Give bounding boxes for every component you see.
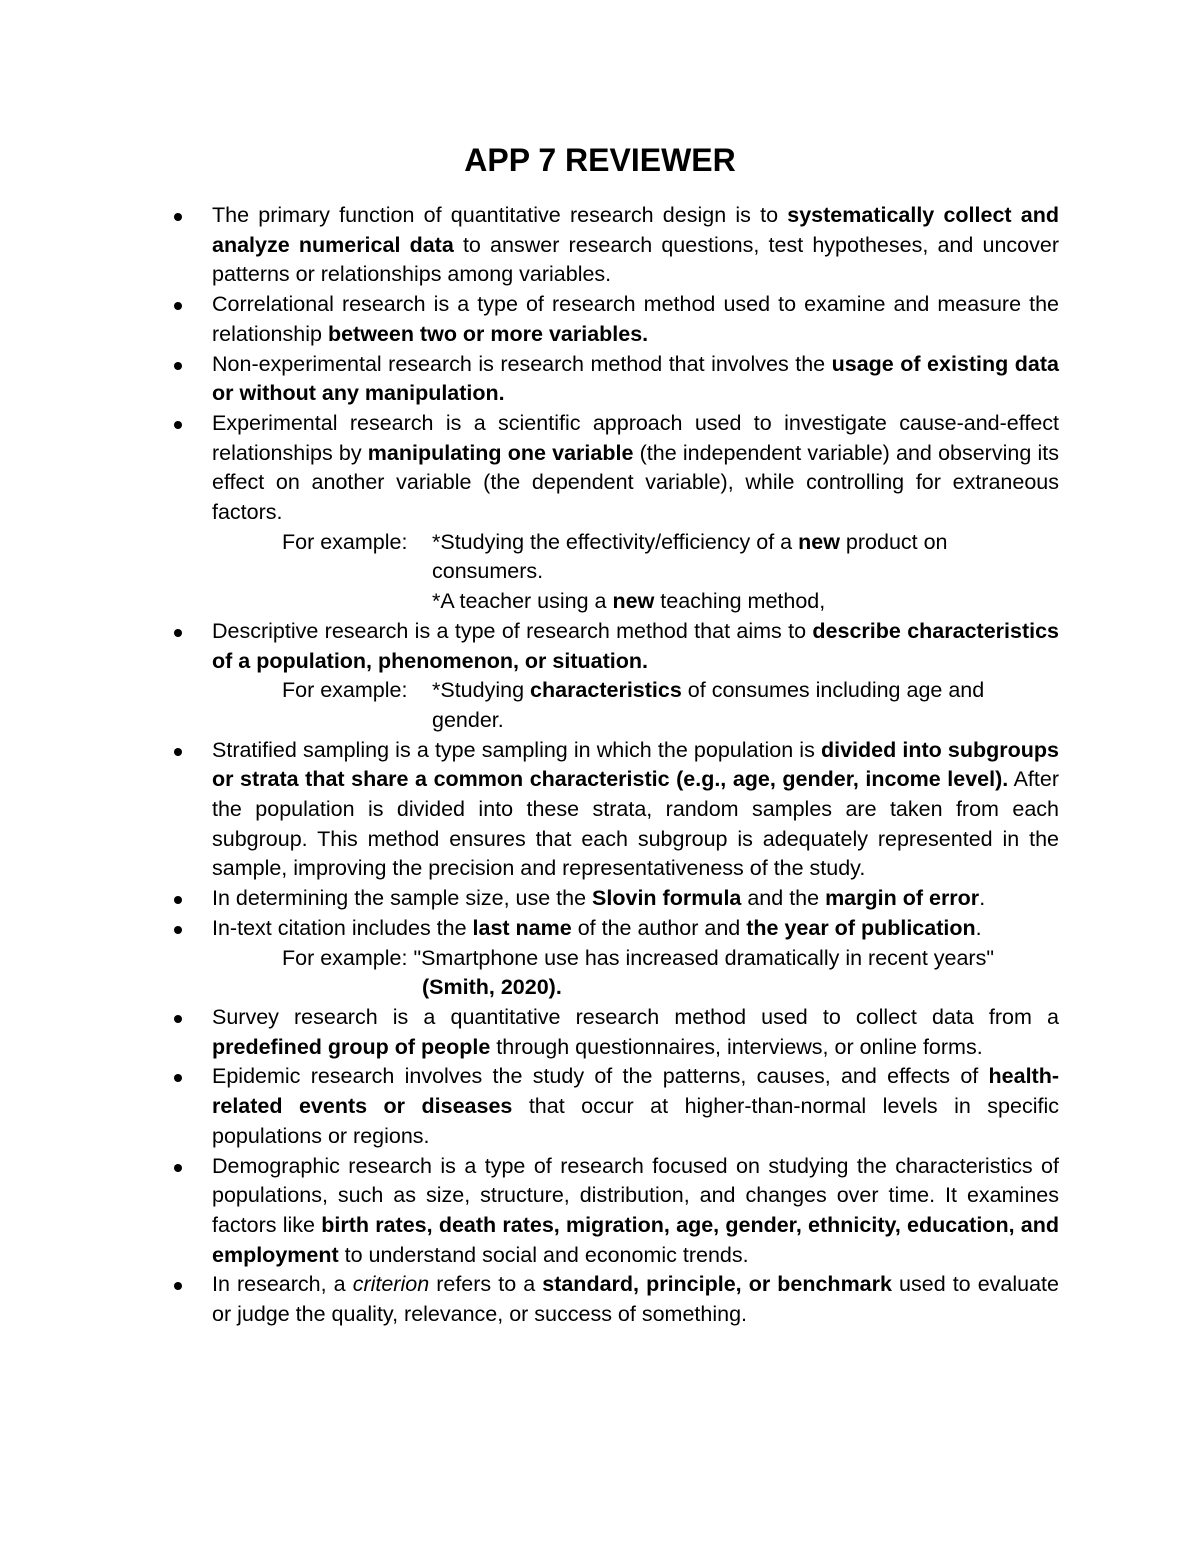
text-run: teaching method, <box>654 589 826 614</box>
item-text <box>212 292 1059 346</box>
text-run: to answer research questions, test hypotheses, and uncover patterns or relationships among variables. <box>212 232 1059 287</box>
bold-text: usage of existing data or without any manipulation. <box>212 351 1059 406</box>
item-text <box>212 411 1059 524</box>
bullet-icon <box>174 1282 182 1290</box>
bold-text: characteristics <box>530 678 682 703</box>
text-run: *Studying the effectivity/efficiency of a <box>432 529 799 554</box>
example-body <box>432 676 1052 735</box>
bold-text: new <box>798 529 840 554</box>
list-item <box>212 1003 1059 1062</box>
bullet-icon <box>174 926 182 934</box>
item-text <box>212 619 1059 673</box>
text-run: Experimental research is a scientific approach used to investigate cause-and-effect relationships by <box>212 410 1059 465</box>
item-text <box>212 203 1059 286</box>
example-body <box>432 528 1052 617</box>
list-item <box>212 617 1059 736</box>
bullet-icon <box>174 362 182 370</box>
italic-text: criterion <box>352 1272 430 1297</box>
bullet-icon <box>174 1015 182 1023</box>
item-text <box>212 1064 1059 1147</box>
text-run: through questionnaires, interviews, or online forms. <box>490 1034 983 1059</box>
list-item <box>212 1152 1059 1271</box>
bold-text: standard, principle, or benchmark <box>542 1272 892 1297</box>
item-text <box>212 738 1059 881</box>
list-item <box>212 201 1059 290</box>
text-run: In-text citation includes the <box>212 915 473 940</box>
bold-text: birth rates, death rates, migration, age, gender, ethnicity, education, and employment <box>212 1212 1059 1267</box>
example-label: For example: <box>282 945 408 970</box>
page-title: APP 7 REVIEWER <box>464 142 736 178</box>
text-run: In research, a <box>212 1272 353 1297</box>
bullet-icon <box>174 629 182 637</box>
text-run: Epidemic research involves the study of the patterns, causes, and effects of <box>212 1064 989 1089</box>
bullet-icon <box>174 213 182 221</box>
text-run: After the population is divided into these strata, random samples are taken from each subgroup. This method ensures that each subgroup is adequately represented in the sample, improving the precision and representativeness of the study. <box>212 767 1059 881</box>
item-text <box>212 916 982 940</box>
citation-example <box>282 944 1059 1003</box>
text-run: In determining the sample size, use the <box>212 886 593 911</box>
text-run: of consumes including age and gender. <box>432 678 985 732</box>
bold-text: health-related events or diseases <box>212 1064 1059 1119</box>
example-line <box>432 676 1052 735</box>
text-run: and the <box>741 886 826 911</box>
text-run: Descriptive research is a type of research method that aims to <box>212 618 813 643</box>
text-run: Demographic research is a type of research focused on studying the characteristics of populations, such as size, structure, distribution, and changes over time. It examines factors like <box>212 1153 1059 1237</box>
bullet-icon <box>174 748 182 756</box>
reviewer-list <box>0 201 1200 1330</box>
citation-reference: (Smith, 2020). <box>422 975 562 1000</box>
example-line <box>432 528 1052 587</box>
list-item <box>212 350 1059 409</box>
text-run: . <box>975 915 982 940</box>
bold-text: predefined group of people <box>212 1034 491 1059</box>
text-run: Correlational research is a type of research method used to examine and measure the relationship <box>212 292 1059 346</box>
bold-text: the year of publication <box>746 915 976 940</box>
text-run: that occur at higher-than-normal levels in specific populations or regions. <box>212 1094 1059 1148</box>
bullet-icon <box>174 1164 182 1172</box>
text-run: refers to a <box>429 1272 543 1297</box>
text-run: to understand social and economic trends. <box>338 1242 749 1267</box>
bullet-icon <box>174 302 182 310</box>
bold-text: between two or more variables. <box>327 321 649 346</box>
bold-text: last name <box>472 915 572 940</box>
text-run: (the independent variable) and observing its effect on another variable (the dependent variable), while controlling for extraneous factors. <box>212 440 1059 525</box>
text-run: The primary function of quantitative research design is to <box>212 203 788 227</box>
item-text <box>212 886 985 910</box>
text-run: used to evaluate or judge the quality, relevance, or success of something. <box>212 1272 1059 1327</box>
bold-text: manipulating one variable <box>367 440 634 465</box>
text-run: product on consumers. <box>432 529 948 584</box>
example-label: For example: <box>282 529 408 554</box>
text-run: Stratified sampling is a type sampling in which the population is <box>212 737 821 762</box>
item-text <box>212 352 1059 406</box>
list-item <box>212 409 1059 617</box>
text-run: *Studying <box>432 678 531 703</box>
bullet-icon <box>174 421 182 429</box>
text-run: Non-experimental research is research method that involves the <box>212 351 832 376</box>
bullet-icon <box>174 896 182 904</box>
list-item <box>212 290 1059 349</box>
text-run: of the author and <box>571 915 747 940</box>
list-item <box>212 1062 1059 1151</box>
bold-text: new <box>612 589 655 614</box>
bold-text: Slovin formula <box>592 886 742 911</box>
example-label: For example: <box>282 678 408 703</box>
bullet-icon <box>174 1074 182 1082</box>
list-item <box>212 884 1059 914</box>
text-run: . <box>979 886 986 911</box>
list-item <box>212 914 1059 1003</box>
item-text <box>212 1005 1059 1059</box>
text-run: *A teacher using a <box>432 589 613 614</box>
bold-text: describe characteristics of a population, phenomenon, or situation. <box>212 618 1059 673</box>
text-run: Survey research is a quantitative research method used to collect data from a <box>212 1004 1059 1029</box>
example-line <box>432 587 1052 617</box>
bold-text: systematically collect and analyze numerical data <box>212 203 1060 257</box>
example-block <box>212 676 1059 735</box>
example-block <box>212 528 1059 617</box>
list-item <box>212 736 1059 885</box>
bold-text: divided into subgroups or strata that share a common characteristic (e.g., age, gender, income level). <box>212 737 1059 792</box>
list-item <box>212 1270 1059 1329</box>
citation-quote: "Smartphone use has increased dramatically in recent years" <box>413 945 994 970</box>
bold-text: margin of error <box>825 886 980 911</box>
item-text <box>212 1272 1059 1326</box>
item-text <box>212 1154 1059 1267</box>
